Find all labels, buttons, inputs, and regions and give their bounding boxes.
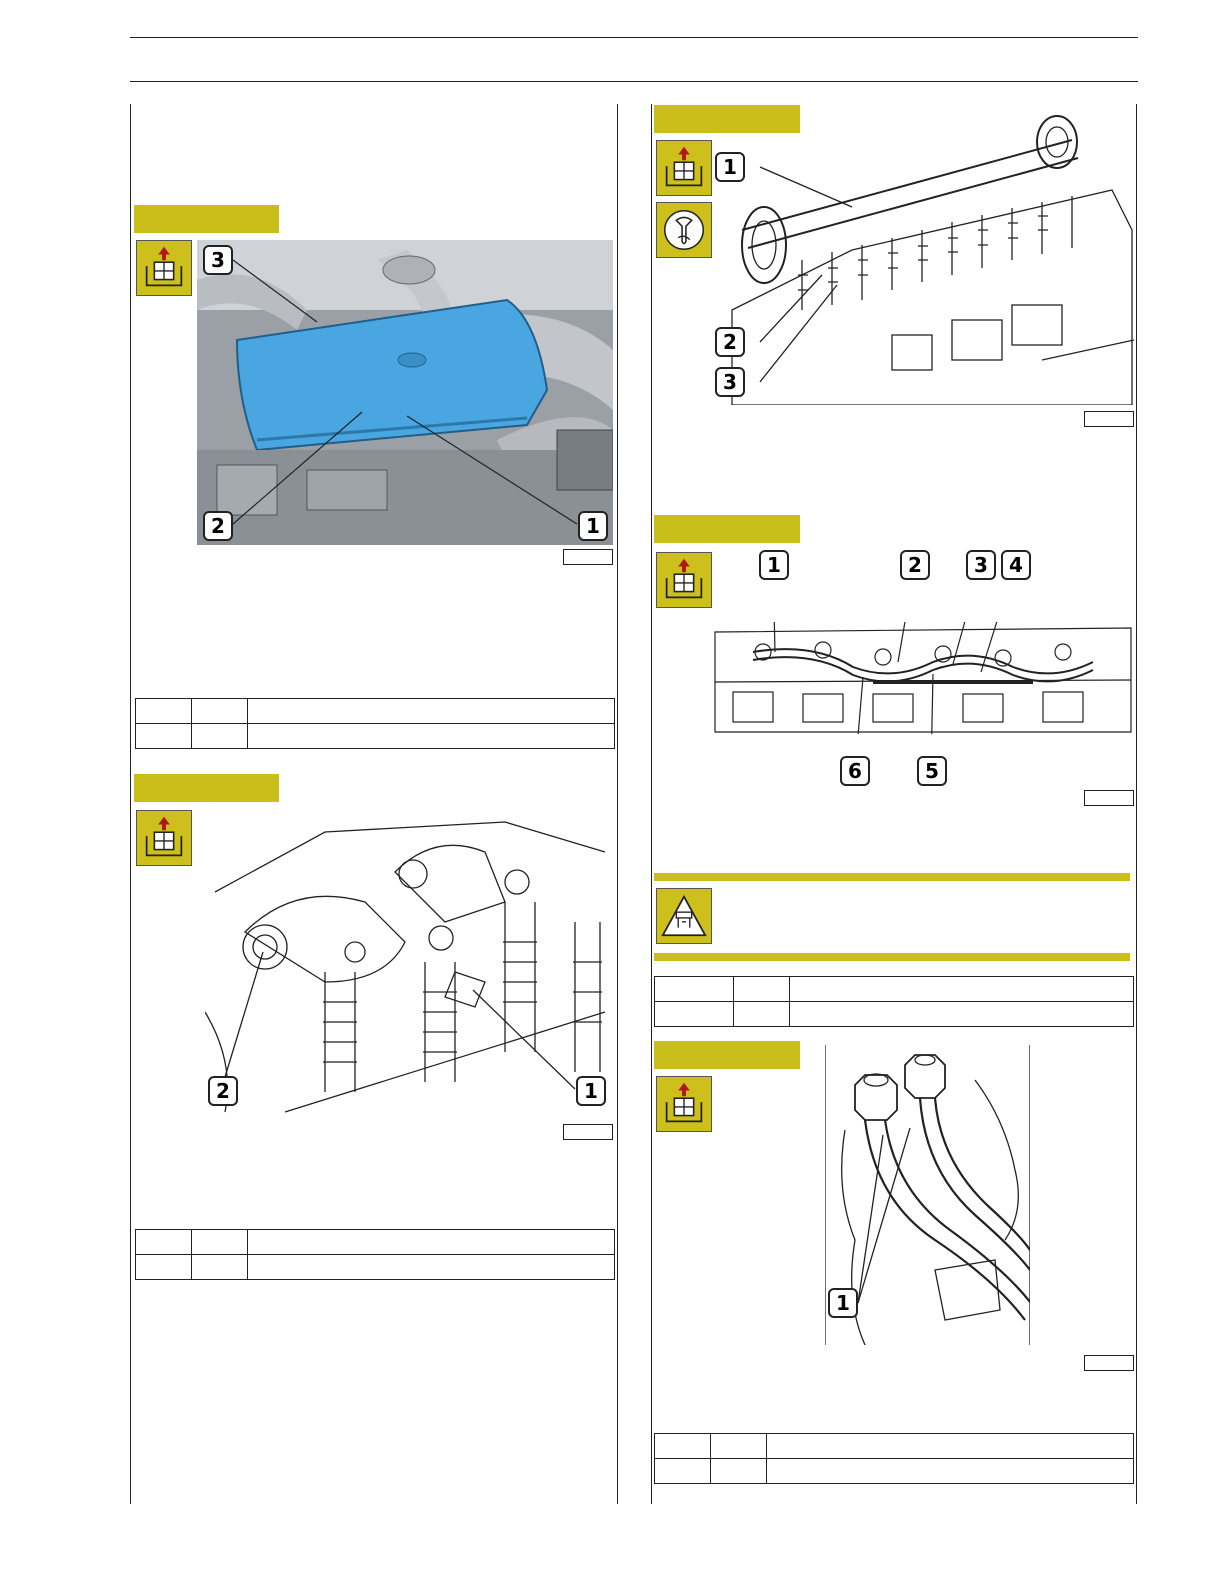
figure-bar-1 <box>134 205 279 233</box>
figure-1-engine-cover-image <box>197 240 613 545</box>
removal-symbol-icon <box>656 552 712 608</box>
figure-bar-2 <box>134 774 279 802</box>
column-border-right <box>1136 104 1137 1504</box>
figure-3-callout-3: 3 <box>715 367 745 397</box>
column-divider-left <box>617 104 618 1504</box>
removal-symbol-icon <box>656 1076 712 1132</box>
removal-symbol-icon <box>136 810 192 866</box>
figure-1-callout-3: 3 <box>203 245 233 275</box>
figure-3-callout-2: 2 <box>715 327 745 357</box>
figure-1-reference-box <box>563 549 613 565</box>
torque-table-2 <box>135 1229 615 1280</box>
figure-2-reference-box <box>563 1124 613 1140</box>
figure-1-callout-2: 2 <box>203 511 233 541</box>
table-row <box>655 1434 1134 1459</box>
removal-symbol-icon <box>656 140 712 196</box>
figure-4-callout-1: 1 <box>759 550 789 580</box>
column-border-left <box>130 104 131 1504</box>
figure-4-callout-2: 2 <box>900 550 930 580</box>
table-row <box>136 724 615 749</box>
header-rule-top <box>130 37 1138 38</box>
figure-1-callout-1: 1 <box>578 511 608 541</box>
torque-table-3 <box>654 976 1134 1027</box>
table-row <box>136 699 615 724</box>
caution-band-top <box>654 873 1130 881</box>
tool-symbol-icon <box>656 202 712 258</box>
caution-band-bottom <box>654 953 1130 961</box>
removal-symbol-icon <box>136 240 192 296</box>
caution-symbol-icon <box>656 888 712 944</box>
table-row <box>136 1255 615 1280</box>
figure-4-callout-5: 5 <box>917 756 947 786</box>
table-row <box>655 1459 1134 1484</box>
figure-bar-4 <box>654 515 800 543</box>
torque-table-1 <box>135 698 615 749</box>
figure-3-lifting-tool-drawing <box>712 110 1134 405</box>
figure-3-callout-1: 1 <box>715 152 745 182</box>
figure-3-reference-box <box>1084 411 1134 427</box>
figure-5-reference-box <box>1084 1355 1134 1371</box>
figure-5-callout-1: 1 <box>828 1288 858 1318</box>
column-divider-right <box>651 104 652 1504</box>
table-row <box>655 977 1134 1002</box>
header-rule-bottom <box>130 81 1138 82</box>
figure-4-reference-box <box>1084 790 1134 806</box>
table-row <box>136 1230 615 1255</box>
figure-4-callout-6: 6 <box>840 756 870 786</box>
figure-bar-5 <box>654 1041 800 1069</box>
figure-2-callout-1: 1 <box>576 1076 606 1106</box>
torque-table-4 <box>654 1433 1134 1484</box>
figure-2-rocker-assembly-drawing <box>205 812 613 1117</box>
table-row <box>655 1002 1134 1027</box>
figure-4-callout-4: 4 <box>1001 550 1031 580</box>
figure-4-callout-3: 3 <box>966 550 996 580</box>
figure-4-injector-pipes-drawing <box>713 622 1133 734</box>
figure-2-callout-2: 2 <box>208 1076 238 1106</box>
